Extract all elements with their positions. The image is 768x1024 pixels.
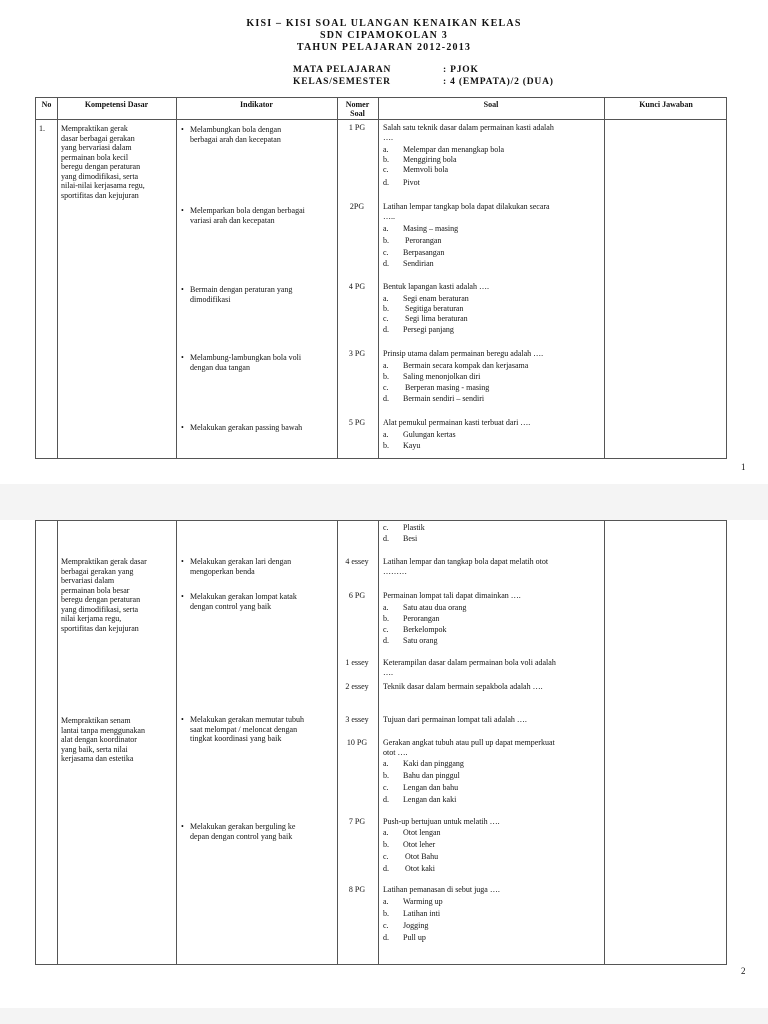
school-name: SDN CIPAMOKOLAN 3 (320, 30, 448, 41)
row-number: 1. (39, 124, 45, 133)
question-number: 4 essey (345, 557, 369, 566)
col-header-kunci: Kunci Jawaban (639, 100, 693, 109)
grid-table-page-2 (35, 520, 727, 965)
question-number: 8 PG (348, 885, 366, 894)
subject-label: MATA PELAJARAN (293, 65, 392, 75)
question-number: 1 essey (345, 658, 369, 667)
col-header-kd: Kompetensi Dasar (84, 100, 149, 109)
question-number: 2 essey (345, 682, 369, 691)
question-number: 3 essey (345, 715, 369, 724)
school-year: TAHUN PELAJARAN 2012-2013 (296, 42, 472, 53)
page-gap (0, 484, 768, 520)
col-header-nomor-soal: Nomer Soal (345, 100, 370, 118)
page-number-2: 2 (741, 966, 746, 976)
page-gap-bottom (0, 1008, 768, 1024)
page-number-1: 1 (741, 462, 746, 472)
question-number: 3 PG (348, 349, 366, 358)
grid-table-page-1 (35, 97, 727, 459)
question-number: 5 PG (348, 418, 366, 427)
class-value: : 4 (EMPATA)/2 (DUA) (443, 77, 554, 87)
question-number: 4 PG (348, 282, 366, 291)
col-header-soal: Soal (483, 100, 499, 109)
question-number: 1 PG (348, 123, 366, 132)
col-header-indikator: Indikator (240, 100, 273, 109)
class-label: KELAS/SEMESTER (293, 77, 391, 87)
question-number: 10 PG (346, 738, 368, 747)
col-header-no: No (41, 100, 52, 109)
subject-value: : PJOK (443, 65, 479, 75)
question-number: 2PG (349, 202, 365, 211)
question-number: 6 PG (348, 591, 366, 600)
doc-title: KISI – KISI SOAL ULANGAN KENAIKAN KELAS (246, 18, 522, 29)
question-number: 7 PG (348, 817, 366, 826)
